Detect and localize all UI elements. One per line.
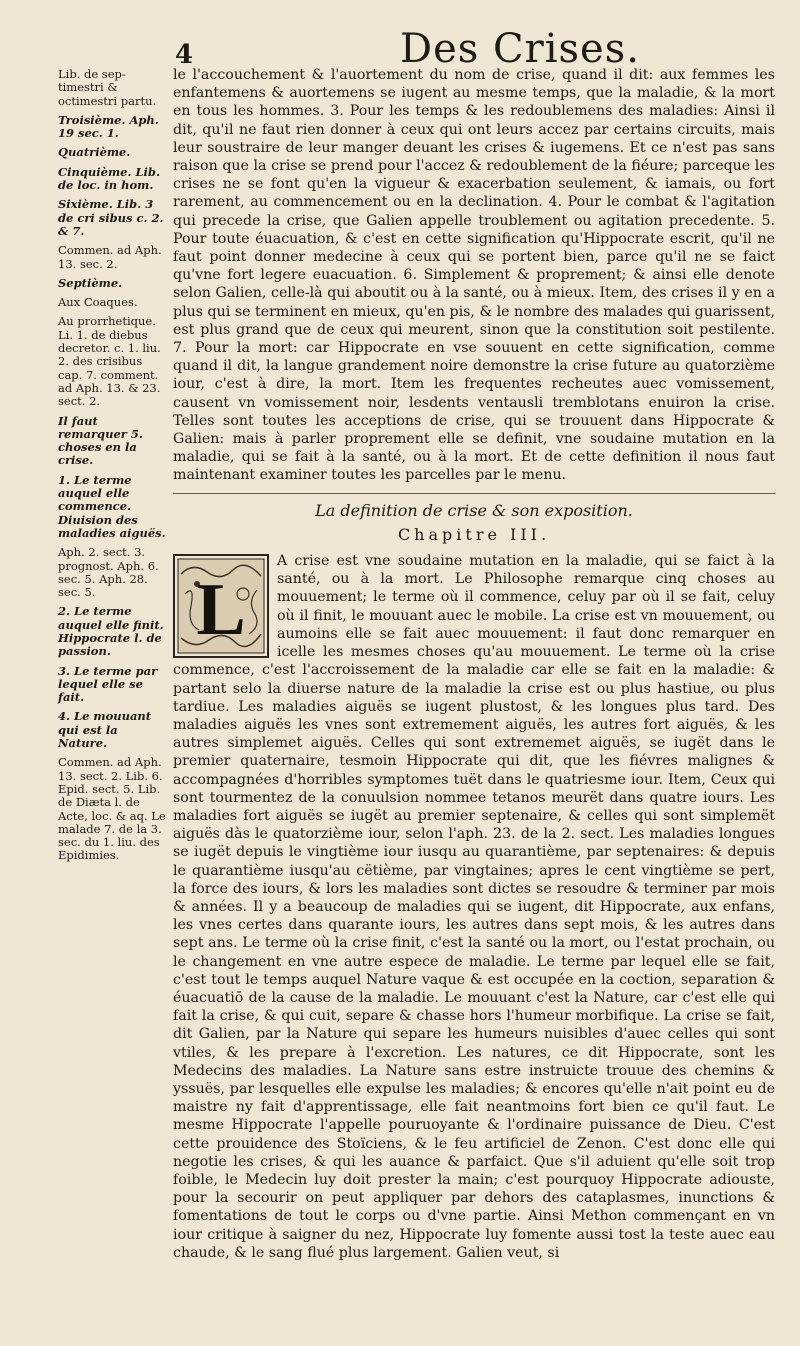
decorated-initial	[173, 554, 269, 658]
margin-note: Aph. 2. sect. 3. prognost. Aph. 6. sec. 5. Aph. 28. sec. 5.	[58, 545, 159, 600]
paragraph-chapter-three: A crise est vne soudaine mutation en la maladie, qui se faict à la santé, ou à la mort. Le Philosophe remarque cinq choses au mouuement; le terme où il commence, celuy par où il se fait, celuy où il finit, le mouuant auec le mobile. La crise est vn mouuement, ou aumoins elle se fait auec mouuement: il faut donc remarquer en icelle les mesmes choses qu'au mouuement. Le terme où la crise commence, c'est l'accroissement de la maladie car elle se fait en la maladie: & partant selo la diuerse nature de la maladie la crise est ou plus hastiue, ou plus tardiue. Les maladies aiguës se iugent plustost, & les longues plus tard. Des maladies aiguës les vnes sont extremement aiguës, les autres fort aiguës, & les autres simplemet aiguës. Celles qui sont extrememet aiguës, se iugët dans le premier quaternaire, tesmoin Hippocrate qui dit, que les fiévres malignes & accompagnées d'horribles symptomes tuët dans le quatriesme iour. Item, Ceux qui sont tourmentez de la conuulsion nommee tetanos meurët dans quatre iours. Les maladies fort aiguës se iugët au premier septenaire, & celles qui sont simplemët aiguës dàs le quatorzième iour, selon l'aph. 23. de la 2. sect. Les maladies longues se iugët depuis le vingtième iour iusqu au quarantième, par septenaires: & depuis le quarantième iusqu'au cëtième, par vingtaines; apres le cent vingtième se pert, la force des iours, & lors les maladies sont dictes se resoudre & terminer par mois & années. Il y a beaucoup de maladies qui se iugent, dit Hippocrate, aux enfans, les vnes certes dans quarante iours, les autres dans sept mois, & les autres dans sept ans. Le terme où la crise finit, c'est la santé ou la mort, ou l'estat prochain, ou le changement en vne autre espece de maladie. Le terme par lequel elle se fait, c'est tout le temps auquel Nature vaque & est occupée en la coction, separation & éuacuatiō de la cause de la maladie. Le mouuant c'est la Nature, car c'est elle qui fait la crise, & qui cuit, separe & chasse hors l'humeur morbifique. La crise se fait, dit Galien, par la Nature qui separe les humeurs nuisibles d'auec celles qui sont vtiles, & les prepare à l'excretion. Les natures, ce dit Hippocrate, sont les Medecins des maladies. La Nature sans estre instruicte trouue des chemins & yssuës, par lesquelles elle expulse les maladies; & encores qu'elle n'ait point eu de maistre ny fait d'apprentissage, elle fait neantmoins fort bien ce qu'il faut. Le mesme Hippocrate l'appelle pouruoyante & l'ordinaire puissance de Dieu. C'est cette prouidence des Stoïciens, & le feu artificiel de Zenon. C'est donc elle qui negotie les crises, & qui les auance & parfaict. Que s'il aduient qu'elle soit trop foible, le Medecin luy doit prester la main; c'est pourquoy Hippocrate adiouste, pour la secourir on peut appliquer par dehors des cataplasmes, inunctions & fomentations de tout le corps ou d'vne partie. Ainsi Methon commençant en vn iour critique à saigner du nez, Hippocrate luy fomente aussi tost la teste auec eau chaude, & le sang flué plus largement. Galien veut, si	[173, 553, 775, 1261]
section-title: La definition de crise & son exposition.	[315, 500, 633, 520]
main-text	[173, 66, 775, 1262]
margin-note: Troisième. Aph. 19 sec. 1.	[58, 112, 159, 141]
margin-note: Aux Coaques.	[58, 295, 138, 310]
paragraph-chapter-end: le l'accouchement & l'auortement du nom de crise, quand il dit: aux femmes les enfantemens & auortemens se iugent au mesme temps, que la maladie, & la mort en tous les hommes. 3. Pour les temps & les redoublemens des maladies: Ainsi il dit, qu'il ne faut rien donner à ceux qui ont leurs accez par certains circuits, mais leur soustraire de leur manger deuant les crises & iugemens. Et ce n'est pas sans raison que la crise se prend pour l'accez & redoublement de la fiéure; parceque les crises ne se font qu'en la vigueur & exacerbation seulement, & iamais, ou fort rarement, au commencement ou en la declination. 4. Pour le combat & l'agitation qui precede la crise, que Galien appelle troublement ou agitation precedente. 5. Pour toute éuacuation, & c'est en cette signification qu'Hippocrate escrit, qu'il ne faut point donner medecine à ceux qui se portent bien, parce qu'il ne se faict qu'vne fort legere euacuation. 6. Simplement & proprement; & ainsi elle denote selon Galien, celle-là qui aboutit ou à la santé, ou à mieux. Item, des crises il y en a plus qui se terminent en mieux, qu'en pis, & le nombre des malades qui guarissent, est plus grand que de ceux qui meurent, sinon que la constitution soit pestilente. 7. Pour la mort: car Hippocrate en vse souuent en cette signification, comme quand il dit, la langue grandement noire demonstre la crise future au quatorzième iour, c'est à dire, la mort. Item les frequentes recheutes auec vomissement, causent vn vomissement noir, lesdents ventausli tremblotans enuiron la crise. Telles sont toutes les acceptions de crise, qui se trouuent dans Hippocrate & Galien: mais à parler proprement elle se definit, vne soudaine mutation en la maladie, qui se fait à la santé, ou à la mort. Et de cette definition il nous faut maintenant examiner toutes les parcelles par le menu.	[173, 67, 775, 484]
margin-note: Lib. de sep-timestri & octimestri partu.	[58, 67, 157, 108]
margin-note: Commen. ad Aph. 13. sec. 2.	[58, 243, 162, 271]
margin-note: Sixième. Lib. 3 de cri sibus c. 2. & 7.	[58, 197, 164, 238]
margin-note: 1. Le terme auquel elle commence. Diuision des maladies aiguës.	[58, 472, 166, 540]
margin-note: Il faut remarquer 5. choses en la crise.	[58, 413, 143, 468]
margin-note: 4. Le mouuant qui est la Nature.	[58, 709, 152, 751]
margin-note: Cinquième. Lib. de loc. in hom.	[58, 164, 160, 193]
margin-note: Au prorrhetique. Li. 1. de diebus decretor. c. 1. liu. 2. des crisibus cap. 7. comment. ad Aph. 13. & 23. sect. 2.	[58, 314, 161, 409]
margin-note: 2. Le terme auquel elle finit. Hippocrate l. de passion.	[58, 604, 164, 659]
running-title: Des Crises.	[400, 26, 640, 72]
margin-note: Quatrième.	[58, 145, 131, 160]
page-number: 4	[175, 40, 194, 70]
section-divider	[173, 493, 775, 494]
margin-notes	[58, 68, 168, 869]
margin-note: Commen. ad Aph. 13. sect. 2. Lib. 6. Epid. sect. 5. Lib. de Diæta l. de Acte, loc. & aq. Le malade 7. de la 3. sec. du 1. liu. des Epidimies.	[58, 755, 166, 863]
initial-ornament-icon	[173, 554, 269, 658]
margin-note: 3. Le terme par lequel elle se fait.	[58, 663, 158, 705]
initial-letter: L	[196, 569, 246, 652]
chapter-heading: Chapitre III.	[397, 524, 551, 544]
margin-note: Septième.	[58, 275, 123, 290]
